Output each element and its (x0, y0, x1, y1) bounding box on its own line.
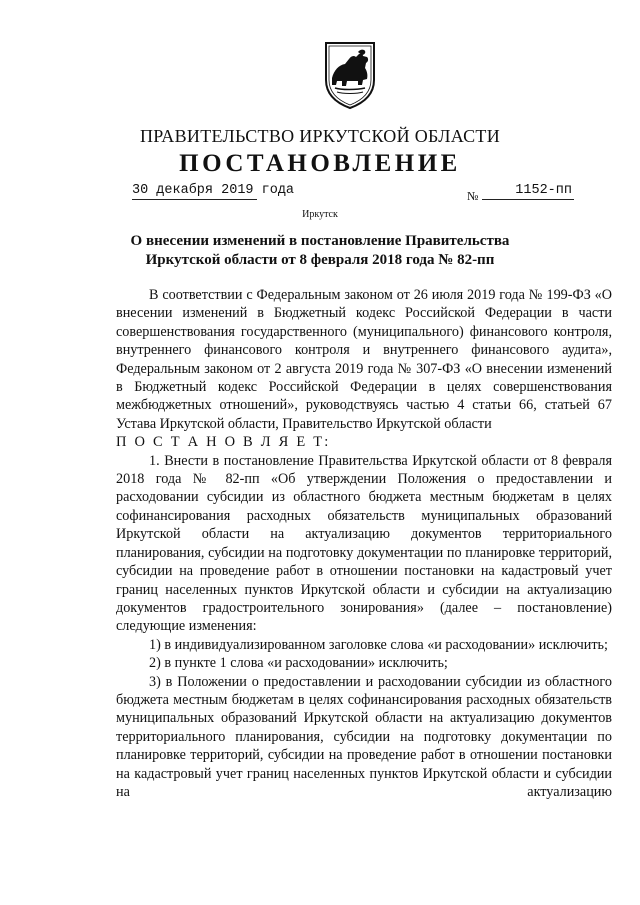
document-number: 1152-пп (482, 183, 574, 200)
subitem-2-paragraph: 2) в пункте 1 слова «и расходовании» исключить; (149, 655, 448, 672)
number-sign: № (467, 189, 479, 203)
city: Иркутск (302, 209, 338, 220)
document-type: ПОСТАНОВЛЕНИЕ (179, 150, 461, 177)
document-date: 30 декабря 2019 года (132, 183, 295, 198)
document-body (116, 286, 612, 801)
item-1-paragraph: 1. Внести в постановление Правительства Иркутской области от 8 февраля 2018 года № 82-пп «Об утверждении Положения о предоставлении и расходовании субсидии из областного бюджета местным бюджетам в целях софинансирования расходных обязательств муниципальных образований Иркутской области на актуализацию документов территориального планирования, субсидии на подготовку документации по планировке территорий, субсидии на проведение работ в отношении постановки на кадастровый учет границ населенных пунктов Иркутской области и субсидии на актуализацию документов градостроительного зонирования» (далее – постановление) следующие изменения: (116, 452, 612, 635)
subitem-1-paragraph: 1) в индивидуализированном заголовке слова «и расходовании» исключить; (149, 636, 608, 653)
subitem-3-paragraph: 3) в Положении о предоставлении и расходовании субсидии из областного бюджета местным бюджетам в целях софинансирования расходных обязательств муниципальных образований Иркутской области на актуализацию документов территориального планирования, субсидии на подготовку документации по планировке территорий, субсидии на проведение работ в отношении постановки на кадастровый учет границ населенных пунктов Иркутской области и субсидии на актуализацию (116, 673, 612, 800)
preamble-paragraph: В соответствии с Федеральным законом от 26 июля 2019 года № 199-ФЗ «О внесении изменений в Бюджетный кодекс Российской Федерации в части совершенствования государственного (муниципального) финансового контроля, внутреннего финансового контроля и внутреннего финансового аудита», Федеральным законом от 2 августа 2019 года № 307-ФЗ «О внесении изменений в Бюджетный кодекс Российской Федерации в целях совершенствования межбюджетных отношений», руководствуясь частью 4 статьи 66, статьей 67 Устава Иркутской области, Правительство Иркутской области (116, 287, 612, 432)
resolves-heading: П О С Т А Н О В Л Я Е Т: (116, 434, 331, 451)
government-name: ПРАВИТЕЛЬСТВО ИРКУТСКОЙ ОБЛАСТИ (139, 126, 501, 146)
irkutsk-coat-of-arms-icon (323, 40, 377, 110)
document-title: О внесении изменений в постановление Правительства Иркутской области от 8 февраля 2018 года № 82-пп (130, 233, 510, 268)
